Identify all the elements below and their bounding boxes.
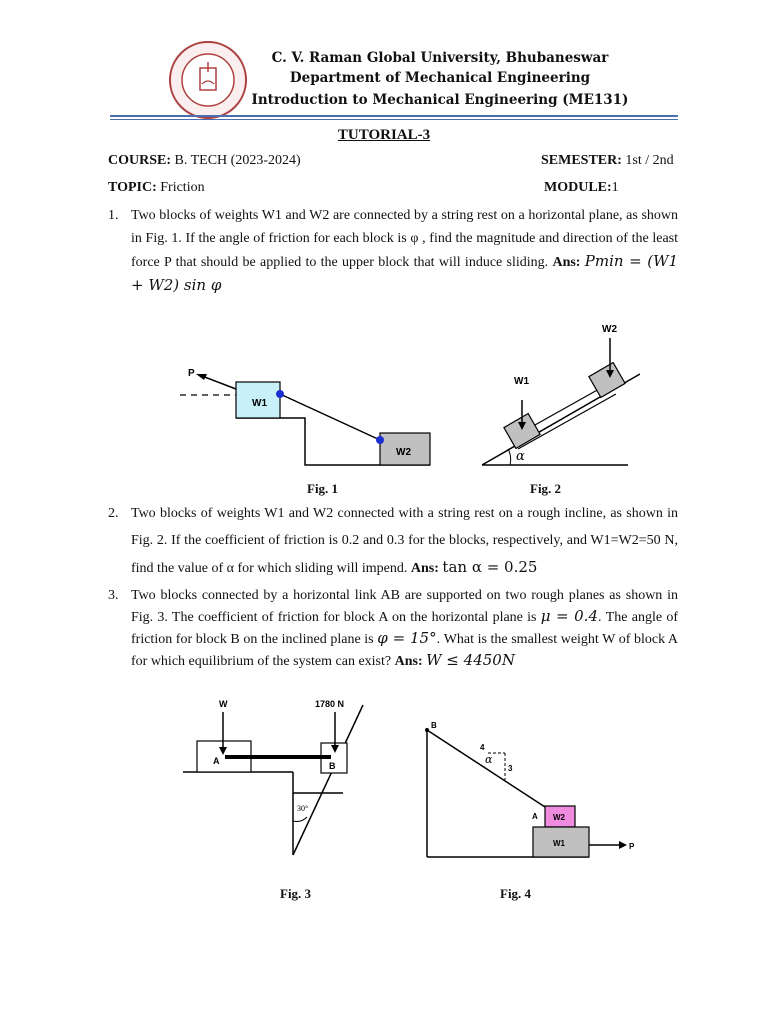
answer-value: Pmin = (W1 + W2) sin φ [131, 252, 679, 294]
w2-label-fig1: W2 [396, 447, 411, 458]
module-label: MODULE: [544, 180, 612, 195]
w2-label-fig2: W2 [602, 324, 617, 335]
w1-label-fig1: W1 [252, 398, 267, 409]
pin-2-icon [376, 436, 384, 444]
load-label-fig3: 1780 N [315, 699, 345, 709]
link-ab [225, 755, 331, 759]
semester-label: SEMESTER: [541, 153, 622, 168]
question-3 [108, 585, 678, 672]
figure-4-caption: Fig. 4 [500, 886, 532, 901]
question-number: 2. [108, 506, 119, 521]
semester-value: 1st / 2nd [625, 153, 674, 168]
question-text: Two blocks of weights W1 and W2 connected with a string rest on a rough incline, as shown in Fig. 2. If the coefficient of friction is 0.2 and 0.3 for the blocks, respectively, and W1=W2=50 N, find the value of α for which sliding will impend. [131, 506, 678, 576]
question-text-a: Two blocks connected by a horizontal link AB are supported on two rough planes as shown in Fig. 3. The coefficient of friction for block A on the horizontal plane is [131, 588, 678, 625]
topic-label: TOPIC: [108, 180, 157, 195]
figure-3-4 [175, 695, 645, 865]
b-label-fig4: B [431, 721, 437, 730]
question-number: 3. [108, 588, 119, 603]
question-text: Two blocks of weights W1 and W2 are connected by a string rest on a horizontal plane, as shown in Fig. 1. If the angle of friction for each block is φ , find the magnitude and direction of the least force P that should be applied to the upper block that will induce sliding. [131, 208, 678, 270]
question-1 [108, 204, 678, 298]
p-label-fig1: P [188, 368, 195, 379]
question-text-b: . The angle of friction for block B on the inclined plane is [131, 610, 679, 647]
page-title: TUTORIAL-3 [337, 127, 431, 143]
university-name: C. V. Raman Global University, Bhubaneswar [271, 50, 609, 66]
w2-label-fig4: W2 [553, 813, 565, 822]
topic-value: Friction [160, 180, 205, 195]
three-label-fig4: 3 [508, 764, 513, 773]
answer-label: Ans: [394, 654, 423, 669]
course-label: COURSE: [108, 153, 172, 168]
semester-line [541, 153, 674, 169]
angle-label-fig3: 30° [297, 804, 309, 813]
document-header [0, 40, 768, 120]
question-2 [108, 500, 678, 582]
p-label-fig4: P [629, 842, 635, 851]
b-label-fig3: B [329, 761, 336, 771]
w1-label-fig2: W1 [514, 376, 529, 387]
course-value: B. TECH (2023-2024) [174, 153, 301, 168]
answer-label: Ans: [552, 255, 581, 270]
header-rule [110, 115, 678, 117]
w-label-fig3: W [219, 699, 228, 709]
figure-2-caption: Fig. 2 [530, 481, 562, 496]
w1-label-fig4: W1 [553, 839, 565, 848]
header-rule-thin [110, 119, 678, 120]
figure-1-caption: Fig. 1 [307, 481, 339, 496]
force-p-arrow-fig4-icon [619, 841, 627, 849]
question-number: 1. [108, 208, 119, 223]
module-value: 1 [611, 180, 619, 195]
figure-3-caption: Fig. 3 [280, 886, 312, 901]
alpha-label-fig4: α [485, 753, 493, 766]
answer-value: W ≤ 4450N [426, 651, 515, 669]
answer-label: Ans: [410, 561, 439, 576]
department-name: Department of Mechanical Engineering [289, 70, 591, 86]
course-title: Introduction to Mechanical Engineering (ME131) [251, 92, 629, 108]
module-line [544, 180, 619, 196]
phi-value: φ = 15° [377, 629, 437, 647]
answer-value: tan α = 0.25 [442, 558, 538, 576]
pin-1-icon [276, 390, 284, 398]
force-p-arrow-icon [196, 374, 207, 380]
course-line [108, 153, 301, 169]
alpha-label-fig2: α [516, 449, 525, 464]
a-label-fig4: A [532, 812, 538, 821]
figure-1-2 [170, 318, 640, 468]
mu-value: μ = 0.4 [540, 607, 598, 625]
a-label-fig3: A [213, 756, 220, 766]
four-label-fig4: 4 [480, 743, 485, 752]
university-logo-icon [168, 40, 248, 120]
topic-line [108, 180, 205, 196]
question-text-c: . What is the smallest weight W of block A for which equilibrium of the system can exist? [131, 632, 679, 669]
